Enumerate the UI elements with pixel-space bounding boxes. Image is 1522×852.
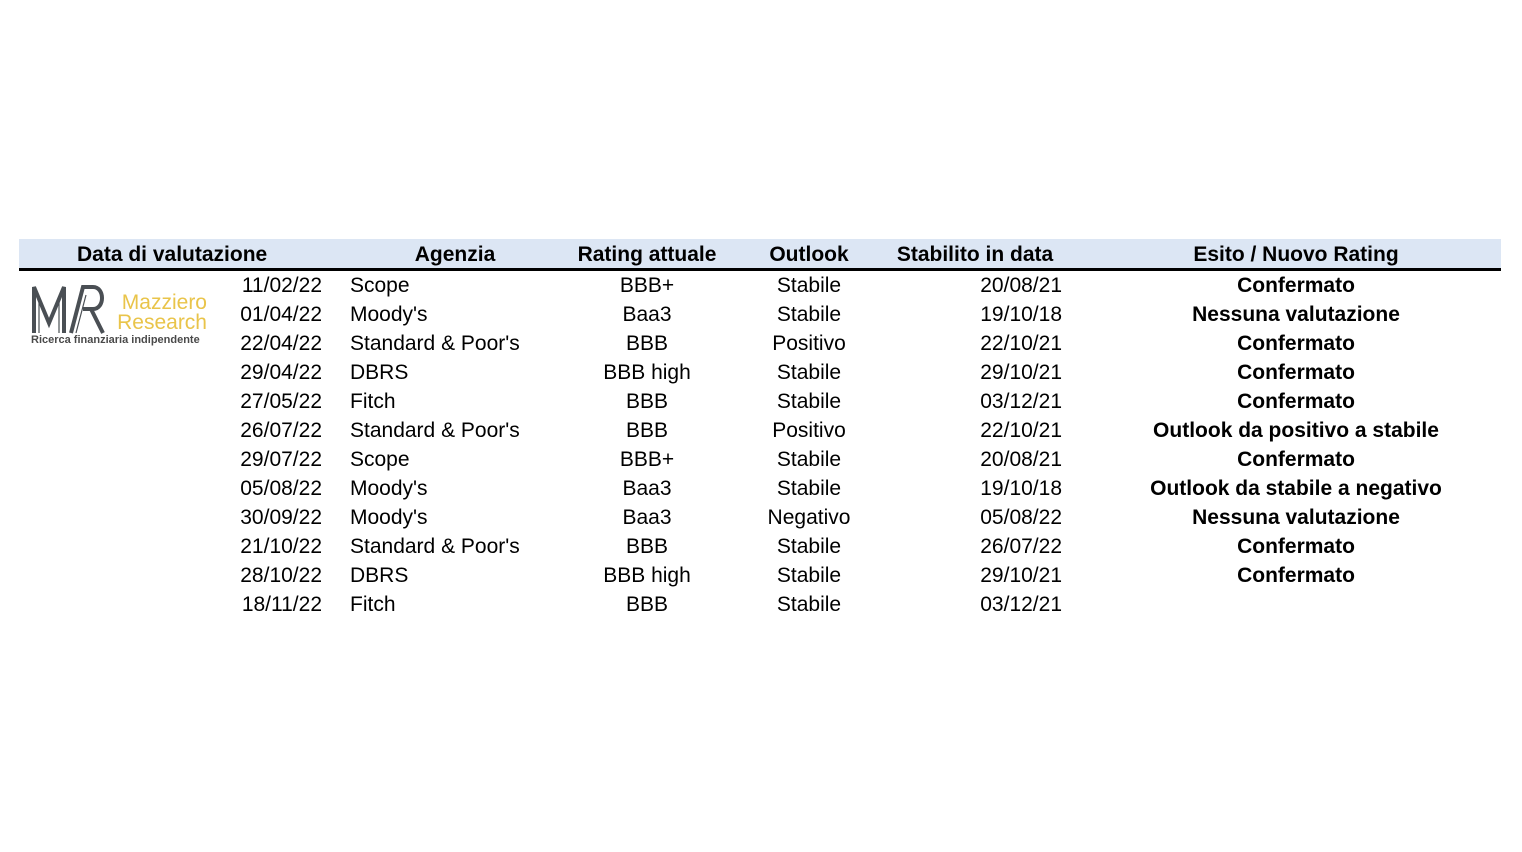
cell-date: 01/04/22 (240, 303, 322, 326)
cell-rating: Baa3 (622, 506, 672, 529)
cell-since: 03/12/21 (980, 390, 1062, 413)
cell-date: 29/04/22 (240, 361, 322, 384)
cell-outlook: Negativo (767, 506, 851, 529)
cell-outlook: Stabile (776, 361, 842, 384)
header-result: Esito / Nuovo Rating (1193, 243, 1399, 266)
cell-rating: BBB (625, 419, 669, 442)
cell-result: Confermato (1237, 390, 1355, 413)
cell-since: 22/10/21 (980, 419, 1062, 442)
table-row (19, 329, 1501, 358)
cell-date: 21/10/22 (240, 535, 322, 558)
cell-rating: Baa3 (622, 477, 672, 500)
table-body (19, 271, 1501, 619)
cell-result: Confermato (1237, 274, 1355, 297)
cell-date: 11/02/22 (241, 274, 322, 297)
cell-agency: DBRS (350, 564, 409, 587)
table-row (19, 503, 1501, 532)
cell-agency: Scope (350, 274, 410, 297)
cell-agency: Fitch (350, 593, 396, 616)
logo-name-line1: Mazziero (121, 291, 207, 314)
cell-agency: Standard & Poor's (350, 332, 520, 355)
cell-agency: Moody's (350, 506, 428, 529)
cell-date: 26/07/22 (240, 419, 322, 442)
cell-date: 27/05/22 (240, 390, 322, 413)
cell-outlook: Stabile (776, 564, 842, 587)
table-row (19, 474, 1501, 503)
logo-tagline: Ricerca finanziaria indipendente (31, 334, 200, 346)
cell-agency: Fitch (350, 390, 396, 413)
cell-date: 18/11/22 (241, 593, 322, 616)
cell-since: 19/10/18 (980, 303, 1062, 326)
mazziero-research-logo (31, 283, 211, 349)
cell-since: 29/10/21 (980, 564, 1062, 587)
cell-outlook: Stabile (776, 274, 842, 297)
cell-rating: BBB (625, 332, 669, 355)
cell-result: Outlook da positivo a stabile (1153, 419, 1439, 442)
cell-rating: BBB high (603, 564, 691, 587)
cell-date: 05/08/22 (240, 477, 322, 500)
table-row (19, 561, 1501, 590)
cell-result: Outlook da stabile a negativo (1150, 477, 1442, 500)
header-date: Data di valutazione (77, 243, 268, 266)
table-header (19, 239, 1501, 271)
cell-result: Confermato (1237, 361, 1355, 384)
cell-outlook: Stabile (776, 448, 842, 471)
cell-date: 22/04/22 (240, 332, 322, 355)
table-row (19, 532, 1501, 561)
cell-outlook: Stabile (776, 390, 842, 413)
header-agency: Agenzia (414, 243, 496, 266)
cell-result: Nessuna valutazione (1192, 303, 1400, 326)
cell-result: Confermato (1237, 332, 1355, 355)
logo-name (111, 293, 207, 333)
cell-rating: BBB (625, 535, 669, 558)
cell-agency: Scope (350, 448, 410, 471)
table-row (19, 387, 1501, 416)
cell-since: 20/08/21 (980, 448, 1062, 471)
cell-since: 22/10/21 (980, 332, 1062, 355)
cell-since: 03/12/21 (980, 593, 1062, 616)
cell-since: 26/07/22 (980, 535, 1062, 558)
cell-date: 29/07/22 (240, 448, 322, 471)
mr-logo-icon (31, 283, 109, 335)
table-row (19, 300, 1501, 329)
cell-outlook: Positivo (772, 332, 846, 355)
cell-date: 28/10/22 (240, 564, 322, 587)
cell-rating: BBB high (603, 361, 691, 384)
cell-result: Confermato (1237, 448, 1355, 471)
cell-agency: Moody's (350, 477, 428, 500)
header-since: Stabilito in data (896, 243, 1054, 266)
header-outlook: Outlook (769, 243, 849, 266)
cell-since: 05/08/22 (980, 506, 1062, 529)
cell-agency: DBRS (350, 361, 409, 384)
table-row (19, 358, 1501, 387)
cell-outlook: Stabile (776, 593, 842, 616)
cell-result: Nessuna valutazione (1192, 506, 1400, 529)
table-row (19, 271, 1501, 300)
cell-since: 20/08/21 (980, 274, 1062, 297)
cell-since: 29/10/21 (980, 361, 1062, 384)
cell-agency: Standard & Poor's (350, 535, 520, 558)
cell-result: Confermato (1237, 564, 1355, 587)
cell-rating: BBB+ (619, 274, 675, 297)
cell-date: 30/09/22 (240, 506, 322, 529)
rating-table (19, 239, 1501, 619)
table-row (19, 416, 1501, 445)
cell-since: 19/10/18 (980, 477, 1062, 500)
cell-rating: BBB (625, 390, 669, 413)
cell-outlook: Positivo (772, 419, 846, 442)
cell-rating: BBB (625, 593, 669, 616)
table-row (19, 445, 1501, 474)
cell-outlook: Stabile (776, 477, 842, 500)
logo-name-line2: Research (117, 311, 207, 334)
cell-rating: BBB+ (619, 448, 675, 471)
cell-outlook: Stabile (776, 303, 842, 326)
table-row (19, 590, 1501, 619)
cell-rating: Baa3 (622, 303, 672, 326)
cell-agency: Moody's (350, 303, 428, 326)
header-rating: Rating attuale (577, 243, 717, 266)
cell-result: Confermato (1237, 535, 1355, 558)
cell-agency: Standard & Poor's (350, 419, 520, 442)
cell-outlook: Stabile (776, 535, 842, 558)
